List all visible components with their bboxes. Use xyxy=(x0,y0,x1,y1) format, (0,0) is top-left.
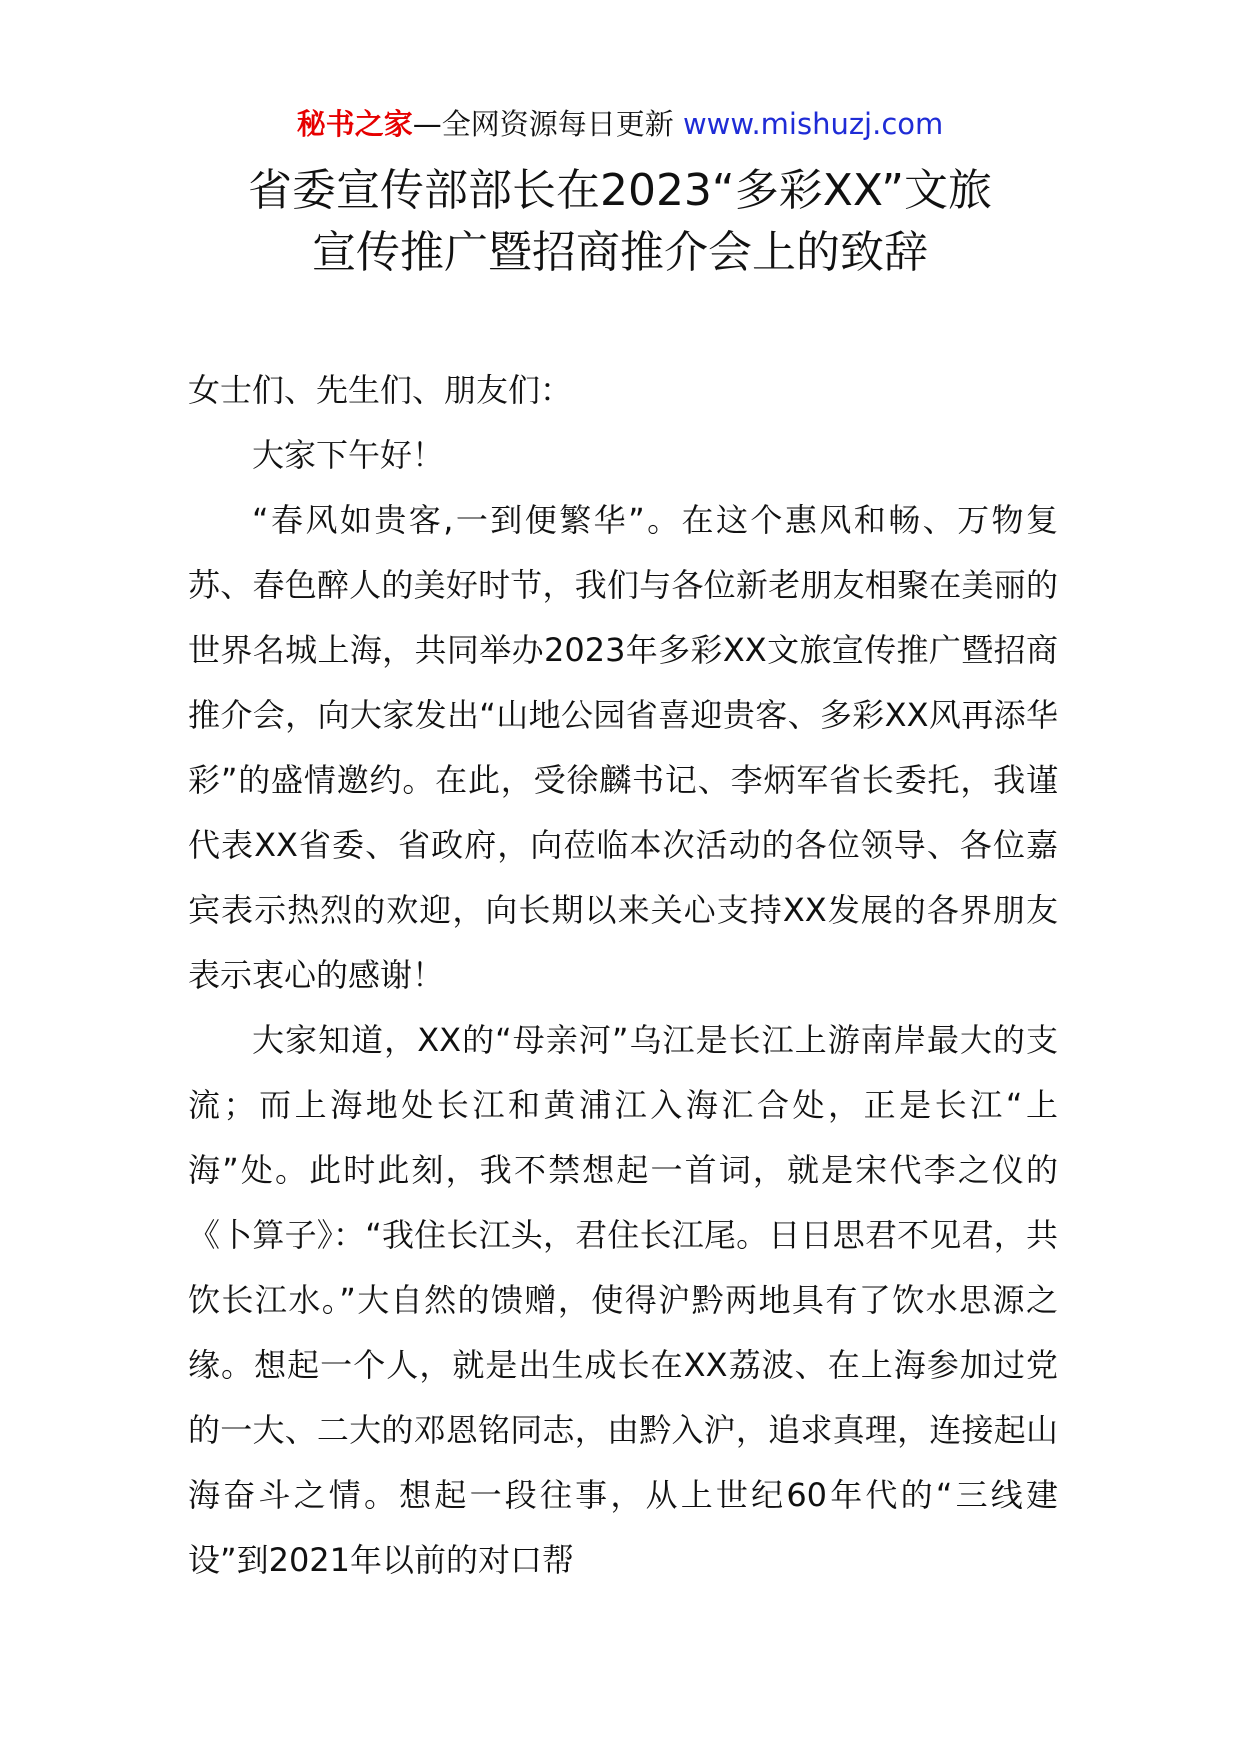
site-url-link[interactable]: www.mishuzj.com xyxy=(682,107,944,141)
site-slogan: —全网资源每日更新 xyxy=(412,107,683,141)
greeting: 大家下午好！ xyxy=(252,436,445,474)
document-title xyxy=(120,160,1120,284)
document-body xyxy=(188,358,1058,1593)
site-header xyxy=(0,100,1240,148)
body-paragraph: “春风如贵客,一到便繁华”。在这个惠风和畅、万物复苏、春色醉人的美好时节，我们与各位新老朋友相聚在美丽的世界名城上海，共同举办2023年多彩XX文旅宣传推广暨招商推介会，向大家发出“山地公园省喜迎贵客、多彩XX风再添华彩”的盛情邀约。在此，受徐麟书记、李炳军省长委托，我谨代表XX省委、省政府，向莅临本次活动的各位领导、各位嘉宾表示热烈的欢迎，向长期以来关心支持XX发展的各界朋友表示衷心的感谢！ xyxy=(188,501,1058,994)
salutation: 女士们、先生们、朋友们： xyxy=(188,371,573,409)
body-paragraph: 大家知道，XX的“母亲河”乌江是长江上游南岸最大的支流；而上海地处长江和黄浦江入海汇合处，正是长江“上海”处。此时此刻，我不禁想起一首词，就是宋代李之仪的《卜算子》：“我住长江头，君住长江尾。日日思君不见君，共饮长江水。”大自然的馈赠，使得沪黔两地具有了饮水思源之缘。想起一个人，就是出生成长在XX荔波、在上海参加过党的一大、二大的邓恩铭同志，由黔入沪，追求真理，连接起山海奋斗之情。想起一段往事，从上世纪60年代的“三线建设”到2021年以前的对口帮 xyxy=(188,1021,1058,1579)
title-line-1: 省委宣传部部长在2023“多彩XX”文旅 xyxy=(247,165,993,216)
site-brand: 秘书之家 xyxy=(296,107,413,141)
title-line-2: 宣传推广暨招商推介会上的致辞 xyxy=(312,227,928,278)
